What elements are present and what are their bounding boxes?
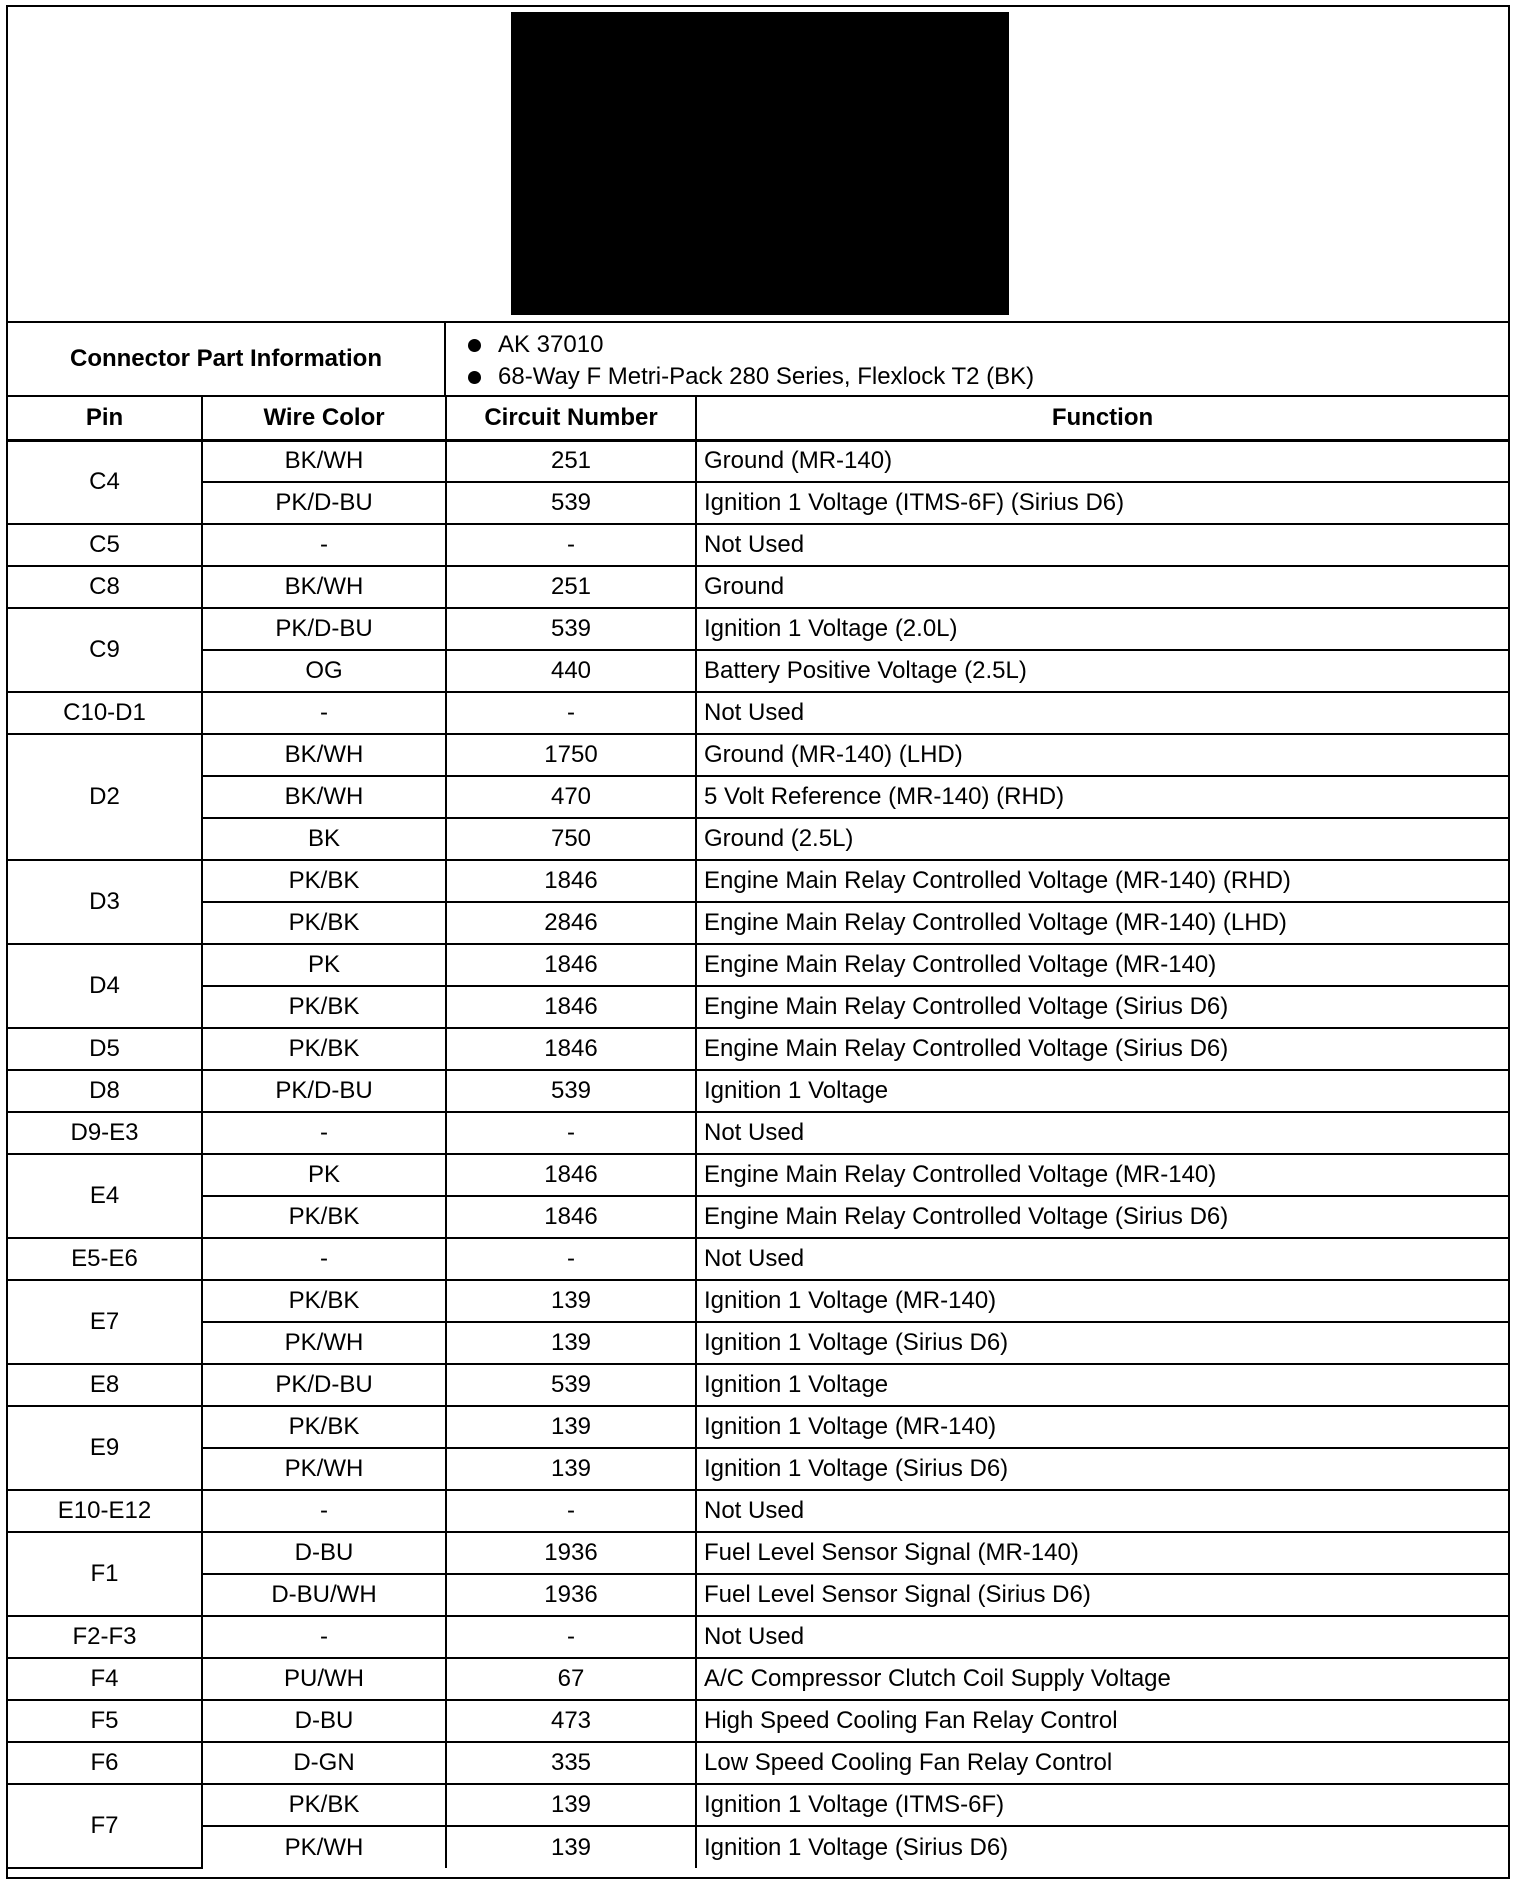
- part-info-label: Connector Part Information: [8, 323, 446, 395]
- wire-color-cell: PK/BK: [202, 986, 446, 1028]
- table-row: [8, 1700, 1508, 1742]
- wire-color-cell: PK/BK: [202, 860, 446, 902]
- circuit-number-cell: 539: [446, 1364, 696, 1406]
- pin-cell: E9: [8, 1406, 202, 1490]
- wire-color-cell: -: [202, 1616, 446, 1658]
- pin-cell: C9: [8, 608, 202, 692]
- pin-cell: F4: [8, 1658, 202, 1700]
- circuit-number-cell: 1846: [446, 860, 696, 902]
- circuit-number-cell: 1846: [446, 1028, 696, 1070]
- table-row: [8, 1784, 1508, 1826]
- function-cell: Not Used: [696, 524, 1508, 566]
- circuit-number-cell: 1936: [446, 1574, 696, 1616]
- pin-cell: C4: [8, 440, 202, 524]
- circuit-number-cell: 139: [446, 1280, 696, 1322]
- function-cell: Fuel Level Sensor Signal (Sirius D6): [696, 1574, 1508, 1616]
- table-row: [8, 986, 1508, 1028]
- table-row: [8, 692, 1508, 734]
- wire-color-cell: BK/WH: [202, 776, 446, 818]
- circuit-number-cell: 1846: [446, 1154, 696, 1196]
- wire-color-cell: PK/BK: [202, 1406, 446, 1448]
- function-cell: Ignition 1 Voltage: [696, 1364, 1508, 1406]
- pin-cell: F5: [8, 1700, 202, 1742]
- circuit-number-cell: 139: [446, 1448, 696, 1490]
- function-cell: Battery Positive Voltage (2.5L): [696, 650, 1508, 692]
- wire-color-cell: BK/WH: [202, 566, 446, 608]
- table-row: [8, 1238, 1508, 1280]
- function-cell: Ground (MR-140): [696, 440, 1508, 482]
- wire-color-cell: PU/WH: [202, 1658, 446, 1700]
- function-cell: Not Used: [696, 1112, 1508, 1154]
- circuit-number-cell: 139: [446, 1826, 696, 1868]
- circuit-number-cell: 335: [446, 1742, 696, 1784]
- circuit-number-cell: 473: [446, 1700, 696, 1742]
- header-function: Function: [696, 397, 1508, 440]
- circuit-number-cell: 251: [446, 566, 696, 608]
- header-wire-color: Wire Color: [202, 397, 446, 440]
- wire-color-cell: BK/WH: [202, 734, 446, 776]
- part-info-item: [468, 361, 1508, 393]
- table-row: [8, 1280, 1508, 1322]
- wire-color-cell: PK/D-BU: [202, 482, 446, 524]
- wire-color-cell: PK/BK: [202, 902, 446, 944]
- circuit-number-cell: 251: [446, 440, 696, 482]
- function-cell: Fuel Level Sensor Signal (MR-140): [696, 1532, 1508, 1574]
- wire-color-cell: PK/D-BU: [202, 1070, 446, 1112]
- table-row: [8, 1028, 1508, 1070]
- pin-cell: E7: [8, 1280, 202, 1364]
- wire-color-cell: D-GN: [202, 1742, 446, 1784]
- wire-color-cell: PK/WH: [202, 1448, 446, 1490]
- table-row: [8, 1574, 1508, 1616]
- pin-cell: F1: [8, 1532, 202, 1616]
- function-cell: Not Used: [696, 1490, 1508, 1532]
- wire-color-cell: -: [202, 1490, 446, 1532]
- circuit-number-cell: -: [446, 1490, 696, 1532]
- circuit-number-cell: -: [446, 1238, 696, 1280]
- table-row: [8, 566, 1508, 608]
- function-cell: Low Speed Cooling Fan Relay Control: [696, 1742, 1508, 1784]
- function-cell: Ignition 1 Voltage (ITMS-6F): [696, 1784, 1508, 1826]
- connector-document: [6, 5, 1510, 1879]
- table-row: [8, 1532, 1508, 1574]
- wire-color-cell: PK: [202, 1154, 446, 1196]
- wire-color-cell: PK: [202, 944, 446, 986]
- circuit-number-cell: -: [446, 1616, 696, 1658]
- part-info-item-text: 68-Way F Metri-Pack 280 Series, Flexlock T2 (BK): [498, 363, 1035, 390]
- table-row: [8, 1490, 1508, 1532]
- wire-color-cell: -: [202, 1112, 446, 1154]
- wire-color-cell: D-BU/WH: [202, 1574, 446, 1616]
- function-cell: High Speed Cooling Fan Relay Control: [696, 1700, 1508, 1742]
- table-row: [8, 818, 1508, 860]
- bullet-icon: [468, 371, 481, 384]
- table-row: [8, 1406, 1508, 1448]
- function-cell: 5 Volt Reference (MR-140) (RHD): [696, 776, 1508, 818]
- connector-part-info: [8, 323, 1508, 397]
- circuit-number-cell: 67: [446, 1658, 696, 1700]
- function-cell: Ignition 1 Voltage (Sirius D6): [696, 1448, 1508, 1490]
- circuit-number-cell: 1846: [446, 944, 696, 986]
- table-row: [8, 944, 1508, 986]
- pin-cell: E8: [8, 1364, 202, 1406]
- wire-color-cell: PK/D-BU: [202, 608, 446, 650]
- table-row: [8, 482, 1508, 524]
- wire-color-cell: D-BU: [202, 1532, 446, 1574]
- function-cell: Engine Main Relay Controlled Voltage (MR-140) (LHD): [696, 902, 1508, 944]
- function-cell: Ignition 1 Voltage (Sirius D6): [696, 1322, 1508, 1364]
- circuit-number-cell: 2846: [446, 902, 696, 944]
- circuit-number-cell: 470: [446, 776, 696, 818]
- circuit-number-cell: -: [446, 692, 696, 734]
- circuit-number-cell: 139: [446, 1784, 696, 1826]
- function-cell: Ground: [696, 566, 1508, 608]
- wire-color-cell: OG: [202, 650, 446, 692]
- wire-color-cell: -: [202, 692, 446, 734]
- pin-cell: D3: [8, 860, 202, 944]
- function-cell: Ignition 1 Voltage (MR-140): [696, 1280, 1508, 1322]
- circuit-number-cell: 1936: [446, 1532, 696, 1574]
- table-row: [8, 1364, 1508, 1406]
- table-row: [8, 1448, 1508, 1490]
- function-cell: Not Used: [696, 1238, 1508, 1280]
- function-cell: A/C Compressor Clutch Coil Supply Voltage: [696, 1658, 1508, 1700]
- table-row: [8, 608, 1508, 650]
- wire-color-cell: PK/BK: [202, 1196, 446, 1238]
- table-row: [8, 440, 1508, 482]
- function-cell: Engine Main Relay Controlled Voltage (Sirius D6): [696, 1196, 1508, 1238]
- function-cell: Engine Main Relay Controlled Voltage (MR-140): [696, 1154, 1508, 1196]
- pinout-table-body: [8, 440, 1508, 1868]
- header-circuit-number: Circuit Number: [446, 397, 696, 440]
- function-cell: Ignition 1 Voltage (MR-140): [696, 1406, 1508, 1448]
- pin-cell: D4: [8, 944, 202, 1028]
- function-cell: Ignition 1 Voltage (Sirius D6): [704, 1833, 1009, 1861]
- pin-cell: D5: [8, 1028, 202, 1070]
- wire-color-cell: D-BU: [202, 1700, 446, 1742]
- circuit-number-cell: 139: [446, 1406, 696, 1448]
- function-cell: Ignition 1 Voltage (2.0L): [696, 608, 1508, 650]
- wire-color-cell: BK/WH: [202, 440, 446, 482]
- circuit-number-cell: 539: [446, 1070, 696, 1112]
- function-cell: Ground (MR-140) (LHD): [696, 734, 1508, 776]
- table-row: [8, 1196, 1508, 1238]
- table-row: [8, 1826, 1508, 1868]
- circuit-number-cell: 539: [446, 482, 696, 524]
- circuit-number-cell: 1846: [446, 986, 696, 1028]
- circuit-number-cell: 539: [446, 608, 696, 650]
- header-pin: Pin: [8, 397, 202, 440]
- connector-image: [511, 12, 1009, 315]
- wire-color-cell: PK/BK: [202, 1280, 446, 1322]
- circuit-number-cell: 139: [446, 1322, 696, 1364]
- wire-color-cell: PK/D-BU: [202, 1364, 446, 1406]
- bullet-icon: [468, 339, 481, 352]
- table-row: [8, 1742, 1508, 1784]
- table-row: [8, 902, 1508, 944]
- table-row: [8, 860, 1508, 902]
- circuit-number-cell: -: [446, 1112, 696, 1154]
- pin-cell: F7: [8, 1784, 202, 1868]
- pin-cell: C5: [8, 524, 202, 566]
- connector-image-area: [8, 7, 1508, 323]
- table-row: [8, 524, 1508, 566]
- pin-cell: F6: [8, 1742, 202, 1784]
- function-cell: Not Used: [696, 692, 1508, 734]
- circuit-number-cell: 440: [446, 650, 696, 692]
- function-cell: Ignition 1 Voltage (ITMS-6F) (Sirius D6): [696, 482, 1508, 524]
- pin-cell: D2: [8, 734, 202, 860]
- pin-cell: D9-E3: [8, 1112, 202, 1154]
- circuit-number-cell: 1846: [446, 1196, 696, 1238]
- table-row: [8, 650, 1508, 692]
- table-row: [8, 776, 1508, 818]
- function-cell: Engine Main Relay Controlled Voltage (MR-140) (RHD): [696, 860, 1508, 902]
- part-info-item: [468, 329, 1508, 361]
- pin-cell: D8: [8, 1070, 202, 1112]
- wire-color-cell: BK: [202, 818, 446, 860]
- table-row: [8, 1322, 1508, 1364]
- table-row: [8, 1112, 1508, 1154]
- header-row: [8, 397, 1508, 440]
- table-row: [8, 1154, 1508, 1196]
- pinout-table: [8, 397, 1508, 1869]
- circuit-number-cell: -: [446, 524, 696, 566]
- circuit-number-cell: 1750: [446, 734, 696, 776]
- part-info-values: [446, 323, 1508, 395]
- table-row: [8, 1658, 1508, 1700]
- function-cell: Ground (2.5L): [696, 818, 1508, 860]
- wire-color-cell: PK/BK: [202, 1784, 446, 1826]
- pinout-table-header: [8, 397, 1508, 440]
- pin-cell: C10-D1: [8, 692, 202, 734]
- function-cell: Not Used: [696, 1616, 1508, 1658]
- wire-color-cell: PK/WH: [202, 1322, 446, 1364]
- wire-color-cell: PK/BK: [202, 1028, 446, 1070]
- function-cell: Ignition 1 Voltage: [696, 1070, 1508, 1112]
- table-row: [8, 1070, 1508, 1112]
- table-row: [8, 1616, 1508, 1658]
- function-cell: Engine Main Relay Controlled Voltage (MR-140): [696, 944, 1508, 986]
- circuit-number-cell: 750: [446, 818, 696, 860]
- part-info-item-text: AK 37010: [498, 331, 604, 358]
- wire-color-cell: PK/WH: [202, 1826, 446, 1868]
- function-cell: Engine Main Relay Controlled Voltage (Sirius D6): [696, 986, 1508, 1028]
- pin-cell: C8: [8, 566, 202, 608]
- table-row: [8, 734, 1508, 776]
- wire-color-cell: -: [202, 524, 446, 566]
- pin-cell: E5-E6: [8, 1238, 202, 1280]
- function-cell: Engine Main Relay Controlled Voltage (Sirius D6): [696, 1028, 1508, 1070]
- pin-cell: E4: [8, 1154, 202, 1238]
- pin-cell: F2-F3: [8, 1616, 202, 1658]
- wire-color-cell: -: [202, 1238, 446, 1280]
- pin-cell: E10-E12: [8, 1490, 202, 1532]
